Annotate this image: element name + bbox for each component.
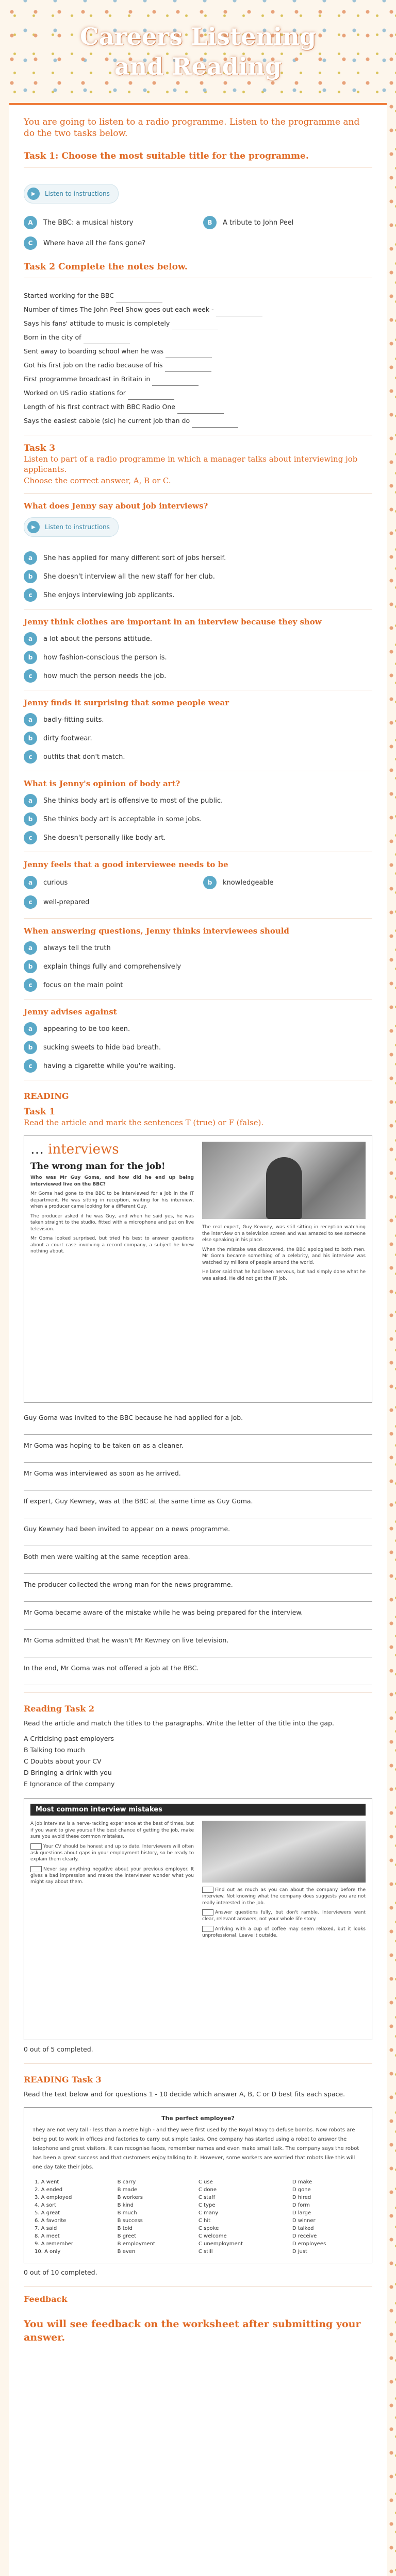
listen-button[interactable] (24, 517, 119, 537)
option-letter: a (24, 713, 37, 726)
statement: The producer collected the wrong man for the news programme. (24, 1581, 233, 1588)
option-text: a lot about the persons attitude. (43, 635, 152, 643)
option-letter: c (24, 895, 37, 909)
note-line (24, 289, 372, 302)
answer-blank[interactable] (192, 420, 238, 428)
note-text: Says his fans' attitude to music is completely (24, 319, 170, 327)
answer-input[interactable] (24, 1535, 372, 1546)
gap-option[interactable]: C use (198, 2179, 213, 2185)
answer-blank[interactable] (177, 406, 224, 414)
article-image (24, 1135, 372, 1403)
article-paragraph: The producer asked if he was Guy, and when he said yes, he was taken straight to the studio, fitted with a microphone and put on live television. (30, 1213, 194, 1232)
gap-option[interactable]: D winner (292, 2218, 316, 2224)
feedback-message: You will see feedback on the worksheet after submitting your answer. (24, 2318, 361, 2343)
reading-heading: READING (24, 1091, 69, 1101)
article2-paragraph-row (30, 1843, 194, 1863)
gap-option[interactable]: B made (117, 2187, 138, 2193)
gap-option[interactable]: 3. A employed (35, 2195, 72, 2200)
option-letter: C (24, 236, 37, 250)
gap-options-row (32, 2194, 364, 2201)
statement: Guy Kewney had been invited to appear on a news programme. (24, 1525, 230, 1533)
option-letter: b (24, 651, 37, 664)
question-block (24, 493, 372, 602)
option-item[interactable] (24, 1041, 372, 1054)
option-text: Where have all the fans gone? (43, 239, 146, 247)
option-text: curious (43, 878, 68, 887)
article2-right (202, 1821, 366, 1942)
article-text (202, 1224, 366, 1282)
option-letter: a (24, 794, 37, 807)
question-title: What does Jenny say about job interviews? (24, 501, 208, 511)
answer-input[interactable] (24, 1479, 372, 1490)
option-letter: c (24, 1059, 37, 1073)
gap-option[interactable]: D large (292, 2210, 311, 2216)
option-text: She thinks body art is offensive to most of the public. (43, 796, 223, 805)
note-text: Got his first job on the radio because of his (24, 361, 163, 369)
note-text: Number of times The John Peel Show goes out each week - (24, 306, 214, 313)
option-text: badly-fitting suits. (43, 716, 104, 724)
option-text: She enjoys interviewing job applicants. (43, 591, 175, 599)
note-line (24, 414, 372, 428)
option-letter: c (24, 669, 37, 683)
note-text: Born in the city of (24, 333, 81, 341)
question-block (24, 609, 372, 683)
statement: Guy Goma was invited to the BBC because he had applied for a job. (24, 1414, 243, 1421)
gap-option[interactable]: 2. A ended (35, 2187, 63, 2193)
option-letter: a (24, 632, 37, 646)
option-text: dirty footwear. (43, 734, 92, 742)
option-letter: c (24, 978, 37, 992)
cloze-title: The perfect employee? (161, 2115, 235, 2122)
option-item[interactable] (24, 978, 372, 992)
gap-option[interactable]: 4. A sort (35, 2202, 57, 2208)
article2-paragraph-row (202, 1909, 366, 1923)
gap-option[interactable]: C spoke (198, 2226, 219, 2231)
answer-input[interactable] (24, 1563, 372, 1574)
option-text: explain things fully and comprehensively (43, 962, 182, 971)
gap-option[interactable]: B much (117, 2210, 137, 2216)
article2-left (30, 1821, 194, 1942)
gap-option[interactable]: D just (292, 2249, 307, 2255)
cloze-text-box (24, 2107, 372, 2263)
reading-task1-desc: Read the article and mark the sentences T (true) or F (false). (24, 1118, 264, 1127)
article2-paragraph-row (30, 1866, 194, 1886)
option-text: knowledgeable (223, 878, 274, 887)
gap-option[interactable]: D talked (292, 2226, 314, 2231)
gap-option[interactable]: D gone (292, 2187, 311, 2193)
option-item[interactable] (24, 236, 193, 250)
option-item[interactable] (24, 669, 372, 683)
question-block (24, 771, 372, 844)
gap-option[interactable]: C still (198, 2249, 213, 2255)
article2-paragraph: Find out as much as you can about the company before the interview. Not knowing what the company does suggests you are not really interested in the job. (202, 1887, 366, 1906)
article-paragraph: He later said that he had been nervous, but had simply done what he was asked. He did not get the IT job. (202, 1269, 366, 1281)
play-icon: ▶ (27, 521, 40, 533)
option-letter: c (24, 750, 37, 764)
listen-button[interactable] (24, 184, 119, 204)
answer-input[interactable] (24, 1507, 372, 1518)
article2-paragraph: Never say anything negative about your previous employer. It gives a bad impression and makes the interviewer wonder what you might say about them. (30, 1867, 194, 1885)
note-text: Sent away to boarding school when he was (24, 347, 164, 355)
article2-paragraph-row (202, 1887, 366, 1906)
question-block (24, 999, 372, 1073)
person-figure (266, 1157, 302, 1219)
article2-title: Most common interview mistakes (30, 1804, 366, 1816)
question-title: Jenny advises against (24, 1007, 117, 1016)
note-line (24, 372, 372, 386)
note-line (24, 330, 372, 344)
question-block (24, 690, 372, 764)
gap-options-row (32, 2209, 364, 2217)
option-letter: b (203, 876, 217, 889)
score-text: 0 out of 5 completed. (24, 2045, 93, 2053)
gap-option[interactable]: B kind (117, 2202, 134, 2208)
option-text: how much the person needs the job. (43, 672, 167, 680)
option-item[interactable] (24, 895, 193, 909)
option-item[interactable] (203, 216, 372, 229)
option-letter: a (24, 876, 37, 889)
gap-option[interactable]: C done (198, 2187, 217, 2193)
question-title: What is Jenny's opinion of body art? (24, 779, 180, 788)
reading-task1-title: Task 1 (24, 1107, 56, 1117)
option-text: having a cigarette while you're waiting. (43, 1062, 176, 1070)
masthead-text: interviews (48, 1142, 119, 1157)
gap-option[interactable]: B carry (117, 2179, 136, 2185)
reading-task3-desc: Read the text below and for questions 1 - 10 decide which answer A, B, C or D best fits each space. (24, 2090, 345, 2098)
article2-paragraph: Your CV should be honest and up to date. Interviewers will often ask questions about gaps in your employment history, so be ready to explain them clearly. (30, 1844, 194, 1862)
answer-blank[interactable] (172, 323, 218, 330)
article-masthead: … interviews (30, 1142, 119, 1157)
option-text: The BBC: a musical history (43, 218, 134, 227)
question-title: When answering questions, Jenny thinks interviewees should (24, 926, 289, 936)
gap-option[interactable]: 6. A favorite (35, 2218, 67, 2224)
gap-options-row (32, 2240, 364, 2248)
article2-photo (202, 1821, 366, 1883)
note-line (24, 386, 372, 400)
gap-input[interactable] (30, 1866, 42, 1872)
gap-option[interactable]: B greet (117, 2233, 137, 2239)
task2-title: Task 2 Complete the notes below. (24, 262, 188, 272)
option-text: She doesn't interview all the new staff for her club. (43, 572, 215, 581)
option-text: focus on the main point (43, 981, 123, 989)
answer-blank[interactable] (166, 351, 212, 358)
gap-input[interactable] (202, 1887, 213, 1893)
option-item[interactable] (24, 632, 372, 646)
note-text: Length of his first contract with BBC Radio One (24, 403, 175, 411)
gap-input[interactable] (30, 1843, 42, 1850)
article-paragraph: When the mistake was discovered, the BBC apologised to both men. Mr Goma became something of a celebrity, and his interview was watched by millions of people around the world. (202, 1247, 366, 1265)
gap-option[interactable]: B employment (117, 2241, 155, 2247)
option-text: how fashion-conscious the person is. (43, 653, 167, 662)
questions-list (24, 493, 372, 1073)
article-paragraph: Mr Goma looked surprised, but tried his best to answer questions about a court case involving a record company, a subject he knew nothing about. (30, 1236, 194, 1254)
statements-list (24, 1413, 372, 1685)
option-item[interactable] (24, 960, 372, 973)
option-letter: a (24, 551, 37, 565)
option-item[interactable] (24, 941, 372, 955)
divider (24, 493, 372, 494)
gap-option[interactable]: D make (292, 2179, 312, 2185)
grid-options (24, 874, 372, 911)
answer-blank[interactable] (152, 379, 199, 386)
gap-option[interactable]: B workers (117, 2195, 143, 2200)
gap-option[interactable]: C hit (198, 2218, 211, 2224)
option-letter: B (203, 216, 217, 229)
option-item[interactable] (24, 812, 372, 826)
gap-option[interactable]: D employees (292, 2241, 326, 2247)
option-letter: c (24, 588, 37, 602)
gap-input[interactable] (202, 1909, 213, 1916)
answer-blank[interactable] (116, 295, 162, 302)
article-subhead: The wrong man for the job! (30, 1161, 166, 1172)
gap-option[interactable]: C unemployment (198, 2241, 243, 2247)
option-letter: c (24, 831, 37, 844)
gap-option[interactable]: D form (292, 2202, 310, 2208)
reading-task3-title: READING Task 3 (24, 2075, 102, 2084)
gap-option[interactable]: B even (117, 2249, 136, 2255)
answer-input[interactable] (24, 1451, 372, 1463)
divider (24, 2063, 372, 2064)
article-photo (202, 1142, 366, 1219)
answer-input[interactable] (24, 1423, 372, 1435)
statement: Both men were waiting at the same reception area. (24, 1553, 190, 1561)
note-text: First programme broadcast in Britain in (24, 375, 151, 383)
statement: Mr Goma admitted that he wasn't Mr Kewney on live television. (24, 1636, 229, 1644)
note-line (24, 316, 372, 330)
article-lead: Who was Mr Guy Goma, and how did he end up being interviewed live on the BBC? (30, 1175, 194, 1187)
page-title: Careers Listening and Reading (79, 23, 317, 80)
gap-option[interactable]: 8. A meet (35, 2233, 60, 2239)
statement: In the end, Mr Goma was not offered a job at the BBC. (24, 1664, 199, 1672)
option-item[interactable] (24, 1022, 372, 1036)
score-text: 0 out of 10 completed. (24, 2268, 97, 2276)
question-block (24, 918, 372, 992)
note-line (24, 358, 372, 372)
article2-paragraph: Arriving with a cup of coffee may seem relaxed, but it looks unprofessional. Leave it outside. (202, 1926, 366, 1938)
article2-columns (30, 1821, 366, 1942)
gap-option[interactable]: B success (117, 2218, 143, 2224)
gap-option[interactable]: 5. A great (35, 2210, 60, 2216)
option-text: always tell the truth (43, 944, 111, 952)
answer-blank[interactable] (165, 365, 211, 372)
reading-task2-title: Reading Task 2 (24, 1704, 95, 1714)
note-text: Says the easiest cabbie (sic) he current job than do (24, 417, 190, 425)
statement: If expert, Guy Kewney, was at the BBC at the same time as Guy Goma. (24, 1497, 253, 1505)
cloze-text: They are not very tall - less than a metre high - and they were first used by the Royal Navy to defuse bombs. Now robots are being put to work in offices and factories to carry out simple tasks. One company has started using a robot to answer the telephone and greet visitors. It can recognise faces, remember names and even make small talk. The company says the robot has been a great success and that customers enjoy talking to it. However, some workers are worried that robots like this will one day take their jobs. (32, 2127, 359, 2170)
option-letter: A (24, 216, 37, 229)
note-text: Worked on US radio stations for (24, 389, 126, 397)
option-letter: a (24, 1022, 37, 1036)
question-title: Jenny think clothes are important in an interview because they show (24, 617, 322, 626)
article2-paragraph: Answer questions fully, but don't ramble. Interviewers want clear, relevant answers, not your whole life story. (202, 1910, 366, 1922)
titles-list (24, 1733, 372, 1790)
divider (24, 918, 372, 919)
option-letter: b (24, 732, 37, 745)
statement: Mr Goma was interviewed as soon as he arrived. (24, 1469, 181, 1477)
article2-paragraph: A job interview is a nerve-racking experience at the best of times, but if you want to give yourself the best chance of getting the job, make sure you avoid these common mistakes. (30, 1821, 194, 1839)
question-title: Jenny finds it surprising that some people wear (24, 698, 229, 707)
gap-options-row (32, 2201, 364, 2209)
article2-image (24, 1798, 372, 2040)
option-text: appearing to be too keen. (43, 1025, 130, 1033)
option-item[interactable] (24, 570, 372, 583)
title-option: B Talking too much (24, 1746, 85, 1754)
option-item[interactable] (24, 876, 193, 889)
option-text: She thinks body art is acceptable in some jobs. (43, 815, 202, 823)
listen-label: Listen to instructions (45, 190, 110, 197)
title-option: C Doubts about your CV (24, 1757, 102, 1765)
intro-text: You are going to listen to a radio programme. Listen to the programme and do the two tasks below. (24, 117, 360, 139)
worksheet (9, 103, 387, 2576)
answer-blank[interactable] (216, 309, 262, 316)
article2-paragraph-row (202, 1926, 366, 1939)
option-text: A tribute to John Peel (223, 218, 294, 227)
answer-input[interactable] (24, 1646, 372, 1657)
task3-description: Listen to part of a radio programme in which a manager talks about interviewing job applicants. (24, 454, 358, 474)
answer-input[interactable] (24, 1618, 372, 1630)
gap-options-table (32, 2178, 364, 2256)
listen-label: Listen to instructions (45, 523, 110, 531)
option-item[interactable] (24, 794, 372, 807)
option-letter: b (24, 960, 37, 973)
option-text: outfits that don't match. (43, 753, 125, 761)
option-letter: a (24, 941, 37, 955)
title-option: D Bringing a drink with you (24, 1769, 112, 1776)
article-paragraph: Mr Goma had gone to the BBC to be interviewed for a job in the IT department. He was sitting in reception, waiting for his interview, when a producer came looking for a different Guy. (30, 1191, 194, 1209)
title-option: A Criticising past employers (24, 1735, 114, 1742)
option-letter: b (24, 570, 37, 583)
article-text (30, 1175, 194, 1255)
option-item[interactable] (24, 588, 372, 602)
question-title: Jenny feels that a good interviewee needs to be (24, 860, 228, 869)
article-right (202, 1142, 366, 1396)
task1-options (24, 216, 372, 250)
answer-input[interactable] (24, 1674, 372, 1685)
gap-options-row (32, 2186, 364, 2194)
gap-option[interactable]: C staff (198, 2195, 216, 2200)
gap-option[interactable]: 9. A remember (35, 2241, 74, 2247)
option-item[interactable] (24, 732, 372, 745)
gap-option[interactable]: C many (198, 2210, 219, 2216)
answer-blank[interactable] (84, 337, 130, 344)
option-text: She doesn't personally like body art. (43, 834, 166, 842)
play-icon: ▶ (27, 188, 40, 200)
notes-list (24, 289, 372, 428)
task3-choose: Choose the correct answer, A, B or C. (24, 476, 171, 485)
gap-option[interactable]: D hired (292, 2195, 311, 2200)
answer-blank[interactable] (128, 393, 174, 400)
gap-option[interactable]: B told (117, 2226, 133, 2231)
gap-option[interactable]: C type (198, 2202, 216, 2208)
option-item[interactable] (24, 713, 372, 726)
gap-option[interactable]: 1. A went (35, 2179, 59, 2185)
note-text: Started working for the BBC (24, 292, 114, 299)
statement: Mr Goma was hoping to be taken on as a cleaner. (24, 1442, 184, 1449)
gap-option[interactable]: 7. A said (35, 2226, 57, 2231)
gap-options-row (32, 2248, 364, 2256)
gap-options-row (32, 2178, 364, 2186)
note-line (24, 302, 372, 316)
option-letter: b (24, 812, 37, 826)
option-letter: b (24, 1041, 37, 1054)
article-paragraph: The real expert, Guy Kewney, was still sitting in reception watching the interview on a television screen and was amazed to see someone else speaking in his place. (202, 1225, 366, 1243)
title-option: E Ignorance of the company (24, 1780, 115, 1788)
feedback-title: Feedback (24, 2294, 68, 2304)
gap-option[interactable]: 10. A only (35, 2249, 61, 2255)
answer-input[interactable] (24, 1590, 372, 1602)
option-item[interactable] (24, 750, 372, 764)
gap-options-row (32, 2225, 364, 2232)
gap-options-row (32, 2232, 364, 2240)
article-left (30, 1142, 194, 1396)
option-item[interactable] (24, 651, 372, 664)
option-text: well-prepared (43, 898, 90, 906)
option-item[interactable] (24, 216, 193, 229)
statement: Mr Goma became aware of the mistake while he was being prepared for the interview. (24, 1608, 303, 1616)
question-block (24, 852, 372, 911)
note-line (24, 344, 372, 358)
divider (24, 2286, 372, 2287)
option-item[interactable] (24, 831, 372, 844)
gap-input[interactable] (202, 1926, 213, 1932)
divider (24, 1692, 372, 1693)
task3-title: Task 3 (24, 443, 56, 453)
reading-task2-desc: Read the article and match the titles to the paragraphs. Write the letter of the title into the gap. (24, 1719, 334, 1727)
task1-title: Task 1: Choose the most suitable title for the programme. (24, 151, 309, 161)
option-item[interactable] (24, 1059, 372, 1073)
option-item[interactable] (24, 551, 372, 565)
note-line (24, 400, 372, 414)
gap-option[interactable]: D receive (292, 2233, 317, 2239)
option-text: sucking sweets to hide bad breath. (43, 1043, 161, 1052)
gap-option[interactable]: C welcome (198, 2233, 227, 2239)
option-text: She has applied for many different sort of jobs herself. (43, 554, 226, 562)
hero-header (0, 0, 396, 103)
gap-options-row (32, 2217, 364, 2225)
option-item[interactable] (203, 876, 372, 889)
